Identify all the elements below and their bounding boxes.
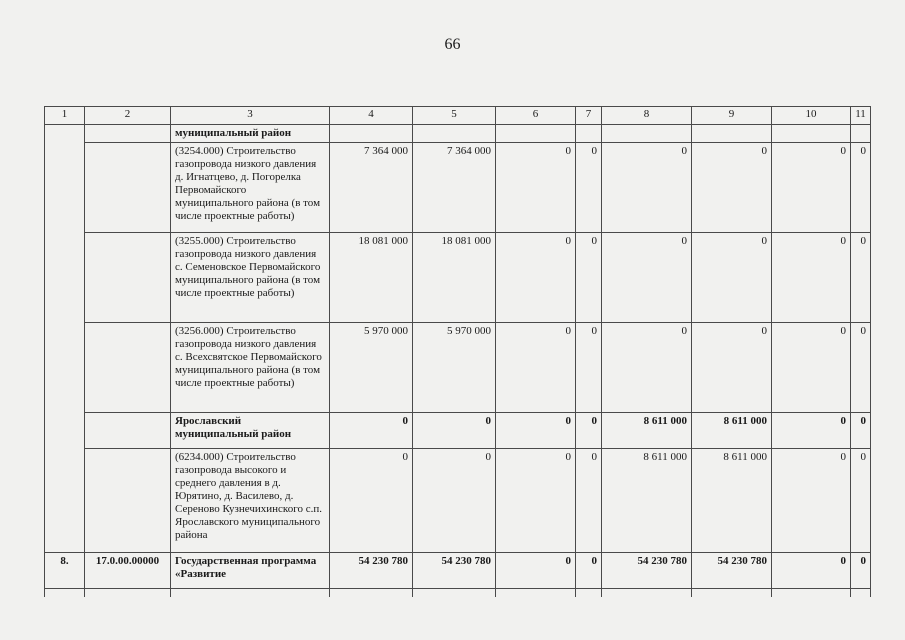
continuation-cell (496, 589, 576, 598)
header-cell: 6 (496, 107, 576, 125)
continuation-cell (413, 589, 496, 598)
amount-col6: 0 (496, 413, 576, 449)
budget-table (44, 106, 871, 597)
item-name: (6234.000) Строительство газопровода высокого и среднего давления в д. Юрятино, д. Василево, д. Сереново Кузнечихинского с.п. Ярославского муниципального района (171, 449, 330, 553)
header-cell: 11 (851, 107, 871, 125)
continuation-cell (330, 589, 413, 598)
amount-col8: 54 230 780 (602, 553, 692, 589)
amount-col4: 54 230 780 (330, 553, 413, 589)
program-code (85, 413, 171, 449)
continuation-cell (45, 589, 85, 598)
program-code: 17.0.00.00000 (85, 553, 171, 589)
row-number (45, 233, 85, 323)
column-number-header-row (45, 107, 871, 125)
amount-col5: 18 081 000 (413, 233, 496, 323)
amount-col11: 0 (851, 143, 871, 233)
continuation-cell (692, 589, 772, 598)
table-row (45, 553, 871, 589)
continuation-cell (772, 589, 851, 598)
table-row (45, 125, 871, 143)
table-row (45, 413, 871, 449)
table-row (45, 323, 871, 413)
program-code (85, 233, 171, 323)
amount-col11: 0 (851, 413, 871, 449)
header-cell: 8 (602, 107, 692, 125)
amount-col6: 0 (496, 553, 576, 589)
header-cell: 7 (576, 107, 602, 125)
amount-col7: 0 (576, 413, 602, 449)
amount-col8: 0 (602, 233, 692, 323)
amount-col5 (413, 125, 496, 143)
amount-col6: 0 (496, 143, 576, 233)
amount-col6 (496, 125, 576, 143)
amount-col9: 0 (692, 233, 772, 323)
continuation-cell (602, 589, 692, 598)
amount-col9: 0 (692, 143, 772, 233)
program-code (85, 323, 171, 413)
table-row (45, 143, 871, 233)
row-number (45, 143, 85, 233)
program-code (85, 143, 171, 233)
row-number (45, 323, 85, 413)
amount-col10 (772, 125, 851, 143)
amount-col7: 0 (576, 233, 602, 323)
amount-col10: 0 (772, 233, 851, 323)
item-name: (3254.000) Строительство газопровода низкого давления д. Игнатцево, д. Погорелка Первомайского муниципального района (в том числе проектные работы) (171, 143, 330, 233)
amount-col9: 8 611 000 (692, 413, 772, 449)
amount-col9 (692, 125, 772, 143)
amount-col8: 8 611 000 (602, 413, 692, 449)
header-cell: 9 (692, 107, 772, 125)
amount-col4: 5 970 000 (330, 323, 413, 413)
amount-col7: 0 (576, 449, 602, 553)
amount-col10: 0 (772, 143, 851, 233)
amount-col4 (330, 125, 413, 143)
amount-col8 (602, 125, 692, 143)
continuation-cell (85, 589, 171, 598)
amount-col10: 0 (772, 449, 851, 553)
amount-col5: 0 (413, 449, 496, 553)
table-row (45, 449, 871, 553)
continuation-row (45, 589, 871, 598)
amount-col5: 5 970 000 (413, 323, 496, 413)
amount-col7 (576, 125, 602, 143)
amount-col10: 0 (772, 413, 851, 449)
amount-col8: 0 (602, 323, 692, 413)
header-cell: 3 (171, 107, 330, 125)
item-name: (3255.000) Строительство газопровода низкого давления с. Семеновское Первомайского муниципального района (в том числе проектные работы) (171, 233, 330, 323)
header-cell: 1 (45, 107, 85, 125)
amount-col7: 0 (576, 143, 602, 233)
amount-col7: 0 (576, 553, 602, 589)
amount-col6: 0 (496, 323, 576, 413)
item-name: Государственная программа «Развитие (171, 553, 330, 589)
amount-col8: 8 611 000 (602, 449, 692, 553)
amount-col4: 0 (330, 413, 413, 449)
amount-col5: 7 364 000 (413, 143, 496, 233)
header-cell: 4 (330, 107, 413, 125)
amount-col11: 0 (851, 553, 871, 589)
amount-col7: 0 (576, 323, 602, 413)
amount-col5: 0 (413, 413, 496, 449)
header-cell: 2 (85, 107, 171, 125)
item-name: (3256.000) Строительство газопровода низкого давления с. Всехсвятское Первомайского муниципального района (в том числе проектные работы) (171, 323, 330, 413)
amount-col9: 8 611 000 (692, 449, 772, 553)
item-name: Ярославский муниципальный район (171, 413, 330, 449)
amount-col11 (851, 125, 871, 143)
row-number (45, 449, 85, 553)
amount-col4: 7 364 000 (330, 143, 413, 233)
program-code (85, 449, 171, 553)
continuation-cell (171, 589, 330, 598)
table-row (45, 233, 871, 323)
row-number: 8. (45, 553, 85, 589)
amount-col10: 0 (772, 323, 851, 413)
item-name: муниципальный район (171, 125, 330, 143)
row-number (45, 125, 85, 143)
amount-col4: 18 081 000 (330, 233, 413, 323)
continuation-cell (851, 589, 871, 598)
program-code (85, 125, 171, 143)
amount-col11: 0 (851, 323, 871, 413)
header-cell: 10 (772, 107, 851, 125)
page-number: 66 (444, 36, 461, 53)
continuation-cell (576, 589, 602, 598)
amount-col4: 0 (330, 449, 413, 553)
amount-col11: 0 (851, 233, 871, 323)
amount-col9: 0 (692, 323, 772, 413)
header-cell: 5 (413, 107, 496, 125)
amount-col6: 0 (496, 233, 576, 323)
amount-col5: 54 230 780 (413, 553, 496, 589)
amount-col8: 0 (602, 143, 692, 233)
amount-col9: 54 230 780 (692, 553, 772, 589)
amount-col6: 0 (496, 449, 576, 553)
row-number (45, 413, 85, 449)
amount-col11: 0 (851, 449, 871, 553)
amount-col10: 0 (772, 553, 851, 589)
